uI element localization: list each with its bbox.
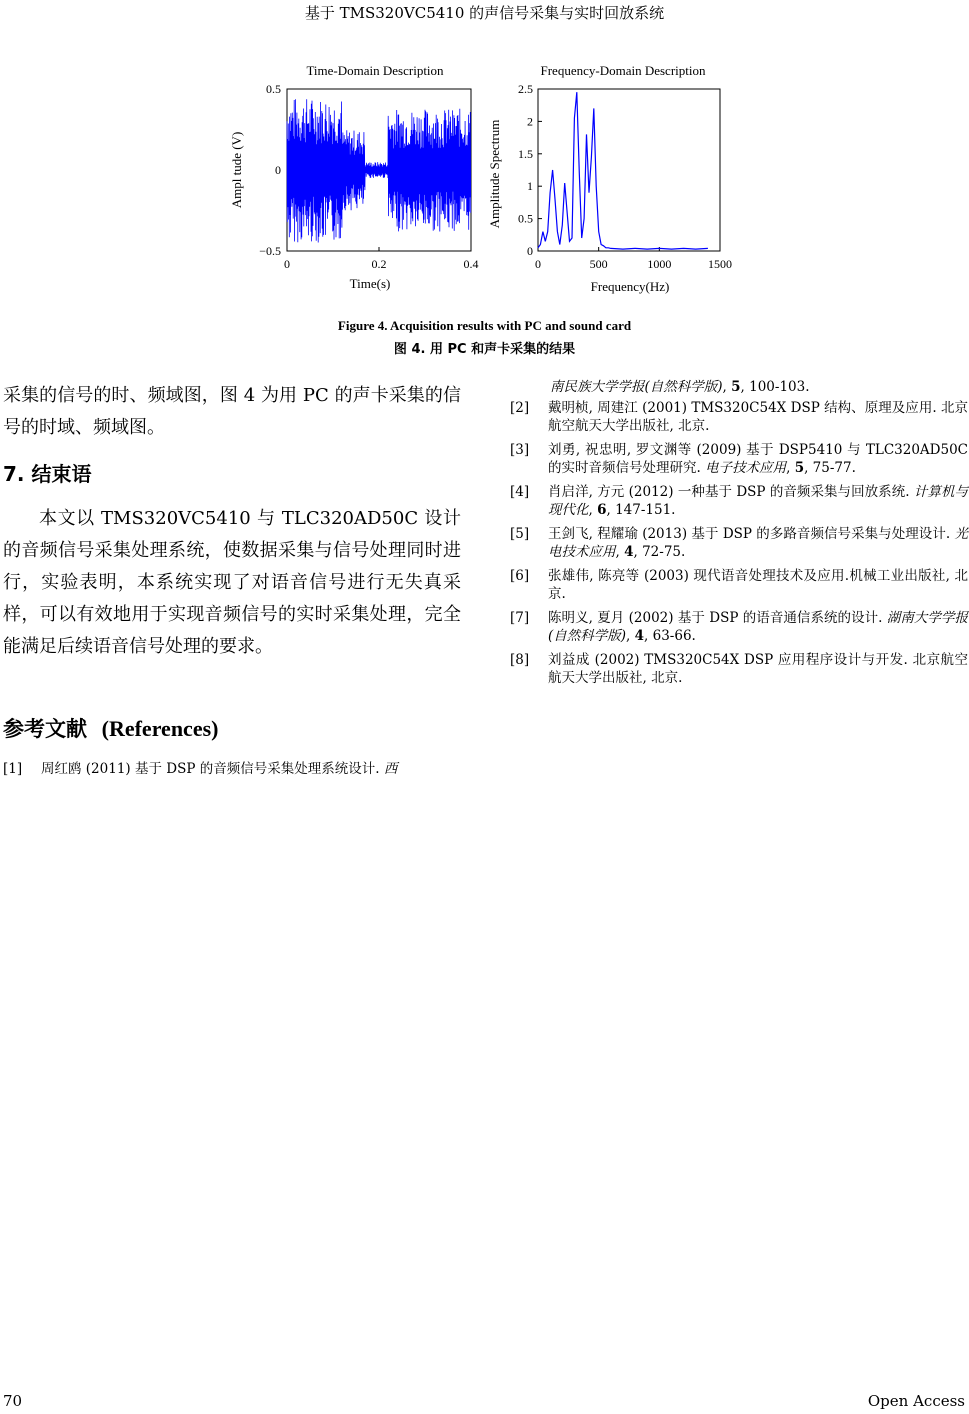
page-number: 70 [3, 1392, 23, 1410]
time-xtick-label: 0 [284, 257, 290, 271]
time-ytick-label: −0.5 [259, 244, 281, 258]
reference-tail: , 4, 72-75. [615, 544, 686, 560]
reference-tail: , 6, 147-151. [588, 502, 676, 518]
reference-text: 肖启洋, 方元 (2012) 一种基于 DSP 的音频采集与回放系统. 计算机与现代化, 6, 147-151. [548, 484, 968, 518]
freq-ytick-label: 2.5 [518, 82, 533, 96]
figure-caption-zh: 图 4. 用 PC 和声卡采集的结果 [393, 342, 576, 357]
reference-tail: , 5, 75-77. [786, 460, 856, 476]
running-header: 基于 TMS320VC5410 的声信号采集与实时回放系统 [304, 4, 665, 22]
freq-plot-xlabel: Frequency(Hz) [590, 279, 670, 294]
freq-plot-title: Frequency-Domain Description [540, 63, 706, 78]
figure-4-svg [225, 58, 745, 303]
freq-xtick-label: 1500 [708, 257, 732, 271]
reference-text: 张雄伟, 陈亮等 (2003) 现代语音处理技术及应用.机械工业出版社, 北京. [548, 568, 968, 602]
reference-item [510, 483, 968, 519]
reference-number: [3] [510, 442, 530, 458]
freq-xtick-label: 1000 [647, 257, 672, 271]
freq-plot-ylabel: Amplitude Spectrum [487, 119, 502, 229]
reference-number: [5] [510, 526, 530, 542]
reference-text: 刘勇, 祝忠明, 罗文渊等 (2009) 基于 DSP5410 与 TLC320AD50C 的实时音频信号处理研究. 电子技术应用, 5, 75-77. [548, 442, 968, 476]
reference-continuation [510, 378, 968, 396]
reference-number: [8] [510, 652, 530, 668]
freq-ytick-label: 0 [527, 244, 533, 258]
freq-ytick-label: 0.5 [518, 211, 533, 226]
freq-ytick-label: 2 [527, 114, 533, 129]
left-column [3, 380, 461, 663]
time-waveform [287, 99, 471, 242]
reference-text: 陈明义, 夏月 (2002) 基于 DSP 的语音通信系统的设计. 湖南大学学报(自然科学版), 4, 63-66. [548, 610, 968, 644]
section-heading-conclusion: 7. 结束语 [3, 462, 92, 486]
reference-item [510, 399, 968, 435]
figure-caption-en: Figure 4. Acquisition results with PC and sound card [337, 318, 632, 333]
freq-ytick-label: 1 [527, 179, 533, 194]
reference-number: [7] [510, 610, 530, 626]
reference-tail: , 4, 63-66. [626, 628, 696, 644]
reference-number: [6] [510, 568, 530, 584]
freq-ytick-label: 1.5 [518, 146, 533, 161]
freq-xtick-label: 500 [589, 257, 608, 271]
reference-item [510, 567, 968, 603]
reference-item [510, 525, 968, 561]
time-xtick-label: 0.4 [463, 257, 479, 271]
reference-journal: 南民族大学学报(自然科学版) [550, 379, 723, 395]
freq-spectrum-line [538, 92, 708, 249]
reference-item [510, 441, 968, 477]
reference-number: [2] [510, 400, 530, 416]
reference-tail: , 5, 100-103. [722, 379, 810, 395]
freq-xtick-label: 0 [535, 257, 541, 271]
reference-text: 王剑飞, 程耀瑜 (2013) 基于 DSP 的多路音频信号采集与处理设计. 光电技术应用, 4, 72-75. [548, 526, 968, 560]
reference-item [510, 651, 968, 687]
time-xtick-label: 0.2 [371, 257, 387, 271]
reference-journal-part1: 西 [383, 761, 398, 777]
right-column [510, 378, 968, 693]
reference-text: 周红鸥 (2011) 基于 DSP 的音频信号采集处理系统设计. 西 [41, 761, 398, 777]
references-heading-zh: 参考文献 [3, 717, 87, 741]
paragraph-intro: 采集的信号的时、频域图，图 4 为用 PC 的声卡采集的信号的时域、频域图。 [3, 385, 461, 438]
reference-item [3, 760, 461, 778]
reference-text: 戴明桢, 周建江 (2001) TMS320C54X DSP 结构、原理及应用. 北京航空航天大学出版社, 北京. [548, 400, 968, 434]
reference-number: [4] [510, 484, 530, 500]
reference-item [510, 609, 968, 645]
references-heading-en: (References) [101, 716, 219, 741]
time-ytick-label: 0.5 [266, 82, 281, 96]
figure-4 [225, 58, 745, 303]
references-heading [3, 713, 218, 743]
time-plot-xlabel: Time(s) [349, 276, 391, 291]
time-ytick-label: 0 [275, 163, 281, 177]
time-plot-title: Time-Domain Description [306, 63, 444, 78]
reference-text: 刘益成 (2002) TMS320C54X DSP 应用程序设计与开发. 北京航空航天大学出版社, 北京. [548, 652, 968, 686]
freq-plot-frame [538, 89, 720, 251]
journal-footer: Open Access [867, 1392, 965, 1410]
time-plot-ylabel: Ampl tude (V) [229, 131, 244, 209]
paragraph-conclusion: 本文以 TMS320VC5410 与 TLC320AD50C 设计的音频信号采集处理系统，使数据采集与信号处理同时进行，实验表明，本系统实现了对语音信号进行无失真采样，可以有效地用于实现音频信号的实时采集处理，完全能满足后续语音信号处理的要求。 [3, 508, 461, 657]
reference-number: [1] [3, 761, 23, 777]
